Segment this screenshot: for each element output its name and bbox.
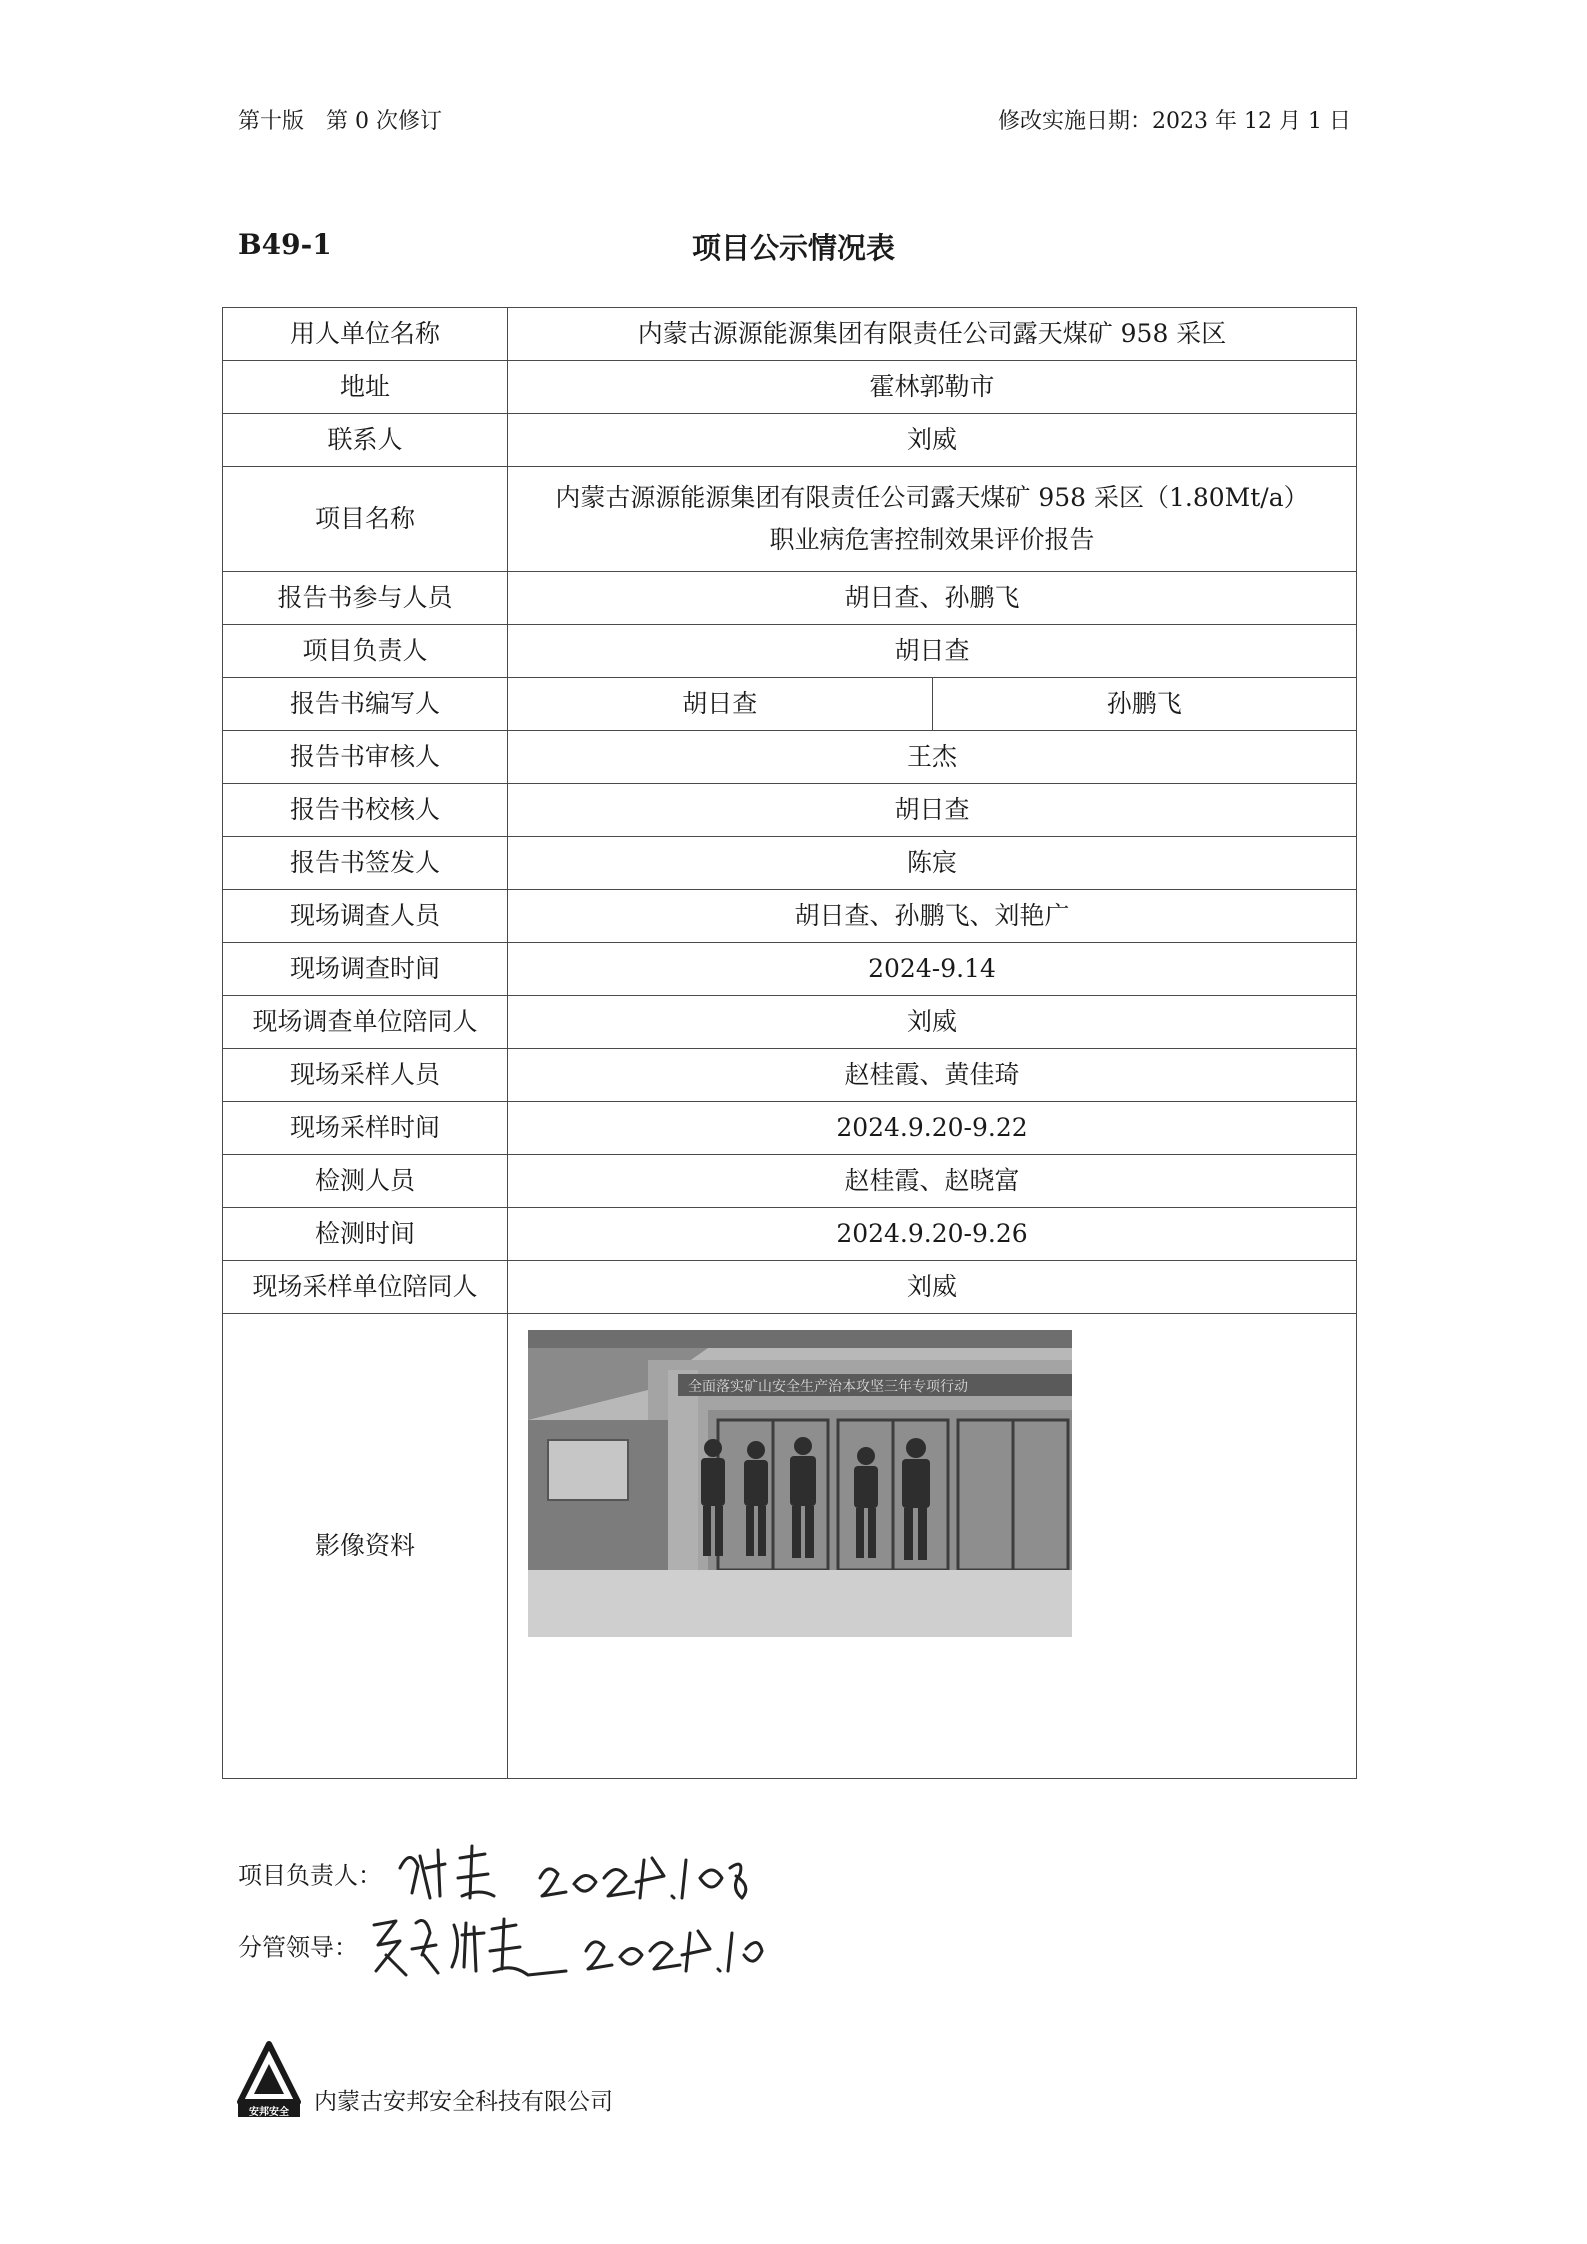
table-row bbox=[223, 572, 1357, 625]
project-lead-signature bbox=[390, 1838, 750, 1908]
page-title: 项目公示情况表 bbox=[691, 231, 895, 265]
issuer-label: 报告书签发人 bbox=[223, 837, 508, 890]
logo-text: 安邦安全 bbox=[249, 2107, 289, 2118]
sampling-staff-value: 赵桂霞、黄佳琦 bbox=[508, 1049, 1357, 1102]
survey-time-value: 2024-9.14 bbox=[508, 943, 1357, 996]
sampling-staff-label: 现场采样人员 bbox=[223, 1049, 508, 1102]
table-row bbox=[223, 731, 1357, 784]
survey-escort-label: 现场调查单位陪同人 bbox=[223, 996, 508, 1049]
survey-staff-label: 现场调查人员 bbox=[223, 890, 508, 943]
supervisor-signature-label: 分管领导： bbox=[238, 1933, 358, 1962]
project-lead-value: 胡日查 bbox=[508, 625, 1357, 678]
table-row bbox=[223, 678, 1357, 731]
table-row bbox=[223, 943, 1357, 996]
sampling-time-label: 现场采样时间 bbox=[223, 1102, 508, 1155]
media-label: 影像资料 bbox=[223, 1314, 508, 1779]
company-name: 内蒙古安邦安全科技有限公司 bbox=[314, 2089, 613, 2115]
participants-value: 胡日查、孙鹏飞 bbox=[508, 572, 1357, 625]
supervisor-signature bbox=[366, 1905, 766, 1985]
banner-text: 全面落实矿山安全生产治本攻坚三年专项行动 bbox=[688, 1379, 968, 1395]
issuer-value: 陈宸 bbox=[508, 837, 1357, 890]
project-name-label: 项目名称 bbox=[223, 467, 508, 572]
table-row bbox=[223, 837, 1357, 890]
table-row bbox=[223, 1049, 1357, 1102]
contact-label: 联系人 bbox=[223, 414, 508, 467]
employer-value: 内蒙古源源能源集团有限责任公司露天煤矿 958 采区 bbox=[508, 308, 1357, 361]
table-row bbox=[223, 1208, 1357, 1261]
testing-staff-label: 检测人员 bbox=[223, 1155, 508, 1208]
proofreader-value: 胡日查 bbox=[508, 784, 1357, 837]
employer-label: 用人单位名称 bbox=[223, 308, 508, 361]
address-label: 地址 bbox=[223, 361, 508, 414]
edition-info: 第十版 第 0 次修订 bbox=[238, 109, 442, 134]
survey-time-label: 现场调查时间 bbox=[223, 943, 508, 996]
media-cell bbox=[508, 1314, 1357, 1779]
sampling-escort-value: 刘威 bbox=[508, 1261, 1357, 1314]
project-name-line-2: 职业病危害控制效果评价报告 bbox=[769, 525, 1095, 554]
survey-staff-value: 胡日查、孙鹏飞、刘艳广 bbox=[508, 890, 1357, 943]
table-row bbox=[223, 1102, 1357, 1155]
table-row bbox=[223, 308, 1357, 361]
sampling-escort-label: 现场采样单位陪同人 bbox=[223, 1261, 508, 1314]
table-row bbox=[223, 467, 1357, 572]
company-logo bbox=[236, 2040, 302, 2118]
project-name-line-1: 内蒙古源源能源集团有限责任公司露天煤矿 958 采区（1.80Mt/a） bbox=[555, 482, 1309, 512]
effective-date: 修改实施日期：2023 年 12 月 1 日 bbox=[998, 109, 1351, 134]
table-row bbox=[223, 784, 1357, 837]
sampling-time-value: 2024.9.20-9.22 bbox=[508, 1102, 1357, 1155]
address-value: 霍林郭勒市 bbox=[508, 361, 1357, 414]
writer-1: 胡日查 bbox=[508, 678, 933, 731]
table-row bbox=[223, 414, 1357, 467]
reviewer-label: 报告书审核人 bbox=[223, 731, 508, 784]
project-lead-label: 项目负责人 bbox=[223, 625, 508, 678]
contact-value: 刘威 bbox=[508, 414, 1357, 467]
reviewer-value: 王杰 bbox=[508, 731, 1357, 784]
table-row bbox=[223, 1261, 1357, 1314]
form-code: B49-1 bbox=[238, 228, 332, 261]
testing-staff-value: 赵桂霞、赵晓富 bbox=[508, 1155, 1357, 1208]
table-row bbox=[223, 625, 1357, 678]
table-row bbox=[223, 1314, 1357, 1779]
table-row bbox=[223, 890, 1357, 943]
table-row bbox=[223, 361, 1357, 414]
writer-2: 孙鹏飞 bbox=[932, 678, 1357, 731]
site-photo-illustration bbox=[528, 1330, 1072, 1637]
site-photo bbox=[528, 1330, 1072, 1637]
project-name-value bbox=[508, 467, 1357, 572]
testing-time-label: 检测时间 bbox=[223, 1208, 508, 1261]
testing-time-value: 2024.9.20-9.26 bbox=[508, 1208, 1357, 1261]
project-lead-signature-line bbox=[238, 1838, 750, 1908]
writers-label: 报告书编写人 bbox=[223, 678, 508, 731]
participants-label: 报告书参与人员 bbox=[223, 572, 508, 625]
project-lead-signature-label: 项目负责人： bbox=[238, 1861, 382, 1890]
proofreader-label: 报告书校核人 bbox=[223, 784, 508, 837]
project-info-table bbox=[222, 307, 1357, 1779]
supervisor-signature-line bbox=[238, 1905, 766, 1985]
table-row bbox=[223, 996, 1357, 1049]
survey-escort-value: 刘威 bbox=[508, 996, 1357, 1049]
table-row bbox=[223, 1155, 1357, 1208]
